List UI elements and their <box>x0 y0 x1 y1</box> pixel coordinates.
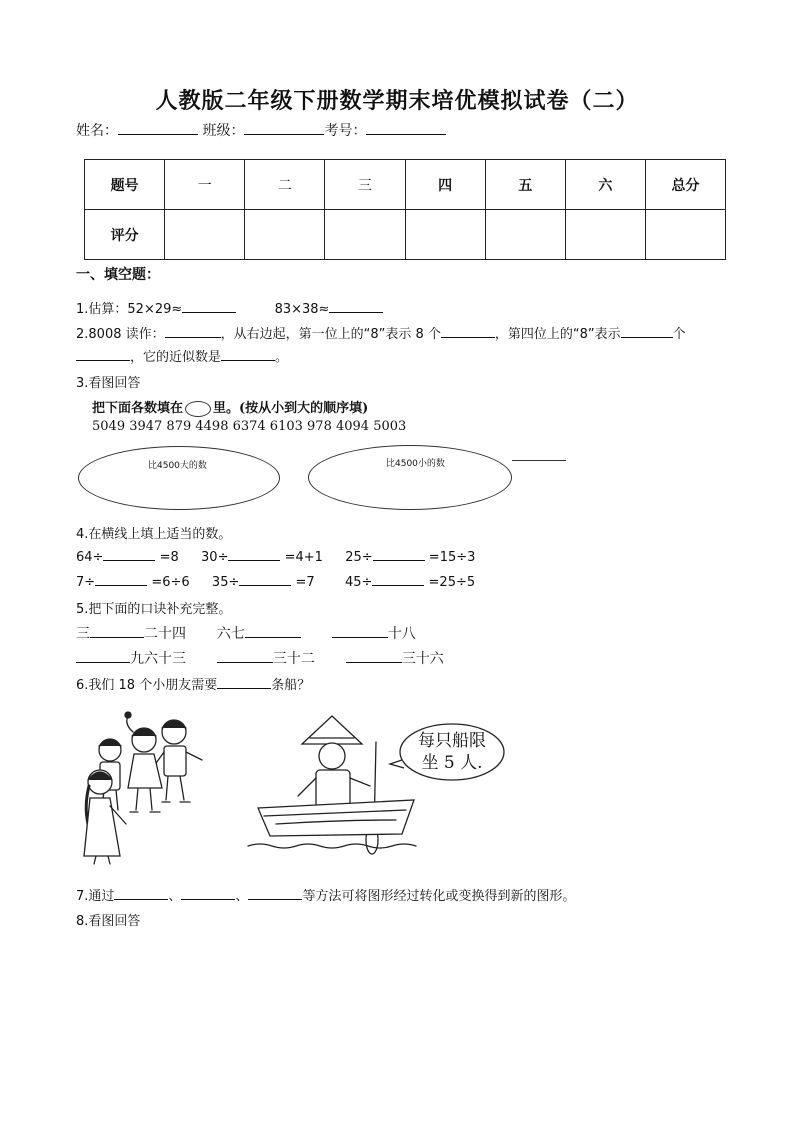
q4-expr: 25÷ <box>345 550 373 565</box>
q7-blank-2[interactable] <box>181 887 235 900</box>
q2-blank-fourth-digit[interactable] <box>621 325 673 338</box>
q5-blank[interactable] <box>76 650 130 663</box>
header-cell-3: 三 <box>325 160 405 210</box>
q4-blank[interactable] <box>373 548 425 561</box>
score-cell[interactable] <box>645 210 725 260</box>
q4-expr: 30÷ <box>201 550 229 565</box>
q4-expr: =7 <box>295 575 315 590</box>
q6-prefix: 6.我们 18 个小朋友需要 <box>76 678 218 693</box>
student-info <box>76 120 446 140</box>
score-cell[interactable] <box>485 210 565 260</box>
header-cell-1: 一 <box>165 160 245 210</box>
question-5-label: 5.把下面的口诀补充完整。 <box>76 602 232 617</box>
q2-blank-reading[interactable] <box>165 325 221 338</box>
question-4-label: 4.在横线上填上适当的数。 <box>76 527 232 542</box>
q4-blank[interactable] <box>239 573 291 586</box>
q2-text-f: 。 <box>275 350 289 365</box>
q4-expr: =4+1 <box>284 550 323 565</box>
q4-row-2 <box>76 573 475 590</box>
q5-text: 六七 <box>216 626 245 642</box>
q4-row-1 <box>76 548 475 565</box>
q7-sep: 、 <box>235 889 249 904</box>
speech-bubble-text <box>400 730 504 774</box>
question-2-line-1 <box>76 323 686 342</box>
q2-blank-unit[interactable] <box>76 348 130 361</box>
q7-suffix: 等方法可将图形经过转化或变换得到新的图形。 <box>302 889 576 904</box>
q4-blank[interactable] <box>95 573 147 586</box>
class-blank[interactable] <box>244 122 324 135</box>
q5-text: 九六十三 <box>130 651 186 667</box>
q6-blank[interactable] <box>217 676 271 689</box>
q3-answer-line <box>512 460 566 461</box>
exam-label: 考号： <box>324 123 367 139</box>
q7-sep: 、 <box>168 889 182 904</box>
q3-numbers: 5049 3947 879 4498 6374 6103 978 4094 5003 <box>92 419 407 434</box>
q4-blank[interactable] <box>228 548 280 561</box>
header-cell-6: 六 <box>565 160 645 210</box>
header-cell-2: 二 <box>245 160 325 210</box>
q5-text: 三 <box>76 626 90 642</box>
q3-instruction-b: 里。(按从小到大的顺序填) <box>213 401 369 416</box>
score-table-header-row <box>85 160 726 210</box>
q2-text-c: ，第四位上的“8”表示 <box>494 327 621 342</box>
q5-blank[interactable] <box>346 650 402 663</box>
q4-expr: =25÷5 <box>428 575 476 590</box>
q5-text: 十八 <box>387 626 416 642</box>
header-cell-5: 五 <box>485 160 565 210</box>
exam-blank[interactable] <box>366 122 446 135</box>
q7-blank-3[interactable] <box>248 887 302 900</box>
q2-text-d: 个 <box>672 327 686 342</box>
q4-expr: =15÷3 <box>428 550 476 565</box>
q4-expr: =6÷6 <box>151 575 190 590</box>
q7-prefix: 7.通过 <box>76 889 115 904</box>
q5-text: 三十二 <box>272 651 315 667</box>
oval-less-label: 比4500小的数 <box>386 459 445 469</box>
oval-less-than[interactable] <box>308 445 512 510</box>
score-cell[interactable] <box>565 210 645 260</box>
header-cell-4: 四 <box>405 160 485 210</box>
question-8-label: 8.看图回答 <box>76 914 141 929</box>
q2-blank-approx[interactable] <box>221 348 275 361</box>
score-cell[interactable] <box>405 210 485 260</box>
speech-line-1: 每只船限 <box>418 731 486 751</box>
mini-oval-icon <box>185 401 211 417</box>
q4-expr: 7÷ <box>76 575 96 590</box>
question-7 <box>76 885 575 904</box>
score-table <box>84 159 726 260</box>
score-table-score-row <box>85 210 726 260</box>
q4-blank[interactable] <box>372 573 424 586</box>
score-cell[interactable] <box>245 210 325 260</box>
q1-second: 83×38≈ <box>274 302 330 317</box>
q7-blank-1[interactable] <box>114 887 168 900</box>
q4-expr: 35÷ <box>211 575 240 590</box>
q5-blank[interactable] <box>217 650 273 663</box>
q5-blank[interactable] <box>332 625 388 638</box>
question-6 <box>76 674 310 693</box>
q6-suffix: 条船？ <box>271 678 311 693</box>
speech-line-2: 坐 5 人. <box>421 753 483 773</box>
q2-text-b: ，从右边起，第一位上的“8”表示 8 个 <box>220 327 441 342</box>
score-row-label: 评分 <box>85 210 165 260</box>
page-title: 人教版二年级下册数学期末培优模拟试卷（二） <box>155 89 639 114</box>
q5-text: 二十四 <box>144 626 186 642</box>
q4-expr: 64÷ <box>76 550 104 565</box>
header-cell-total: 总分 <box>645 160 725 210</box>
name-blank[interactable] <box>118 122 198 135</box>
q4-blank[interactable] <box>103 548 155 561</box>
q3-instruction <box>92 397 368 417</box>
q5-blank[interactable] <box>245 625 301 638</box>
q1-blank-2[interactable] <box>329 300 383 313</box>
section-heading: 一、填空题： <box>76 267 160 283</box>
class-label: 班级： <box>202 123 245 139</box>
question-1 <box>76 298 383 317</box>
oval-greater-label: 比4500大的数 <box>148 461 207 471</box>
score-cell[interactable] <box>325 210 405 260</box>
q5-blank[interactable] <box>90 625 144 638</box>
header-cell-label: 题号 <box>85 160 165 210</box>
score-cell[interactable] <box>165 210 245 260</box>
q5-row-2 <box>76 648 444 668</box>
q4-expr: 45÷ <box>344 575 373 590</box>
q5-row-1 <box>76 623 416 643</box>
q4-expr: =8 <box>159 550 179 565</box>
q5-text: 三十六 <box>401 651 444 667</box>
q2-text-a: 2.8008 读作： <box>76 327 165 342</box>
name-label: 姓名： <box>76 123 118 139</box>
q1-prefix: 1.估算：52×29≈ <box>76 302 183 317</box>
question-3-label: 3.看图回答 <box>76 376 141 391</box>
children-illustration <box>80 706 210 868</box>
q2-blank-first-digit[interactable] <box>441 325 495 338</box>
q3-instruction-a: 把下面各数填在 <box>92 401 184 416</box>
q1-blank-1[interactable] <box>182 300 236 313</box>
question-2-line-2 <box>76 346 288 365</box>
oval-greater-than[interactable] <box>78 446 280 510</box>
q2-text-e: ，它的近似数是 <box>130 350 222 365</box>
